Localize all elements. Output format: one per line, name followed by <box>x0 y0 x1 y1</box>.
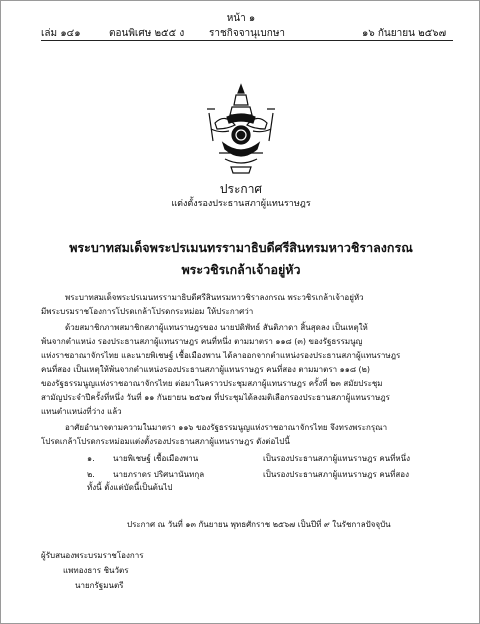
appointee-1-position: เป็นรองประธานสภาผู้แทนราษฎร คนที่หนึ่ง <box>263 454 411 463</box>
proclamation-date: ประกาศ ณ วันที่ ๑๓ กันยายน พุทธศักราช ๒๕๖๗ เป็นปีที่ ๙ ในรัชกาลปัจจุบัน <box>127 520 391 529</box>
paragraph-1 <box>41 291 461 319</box>
paragraph-line: คนที่สอง เป็นเหตุให้พ้นจากตำแหน่งรองประธานสภาผู้แทนราษฎร คนที่สอง ตามมาตรา ๑๑๘ (๒) <box>41 365 371 374</box>
appointee-2-number: ๒. <box>87 470 95 479</box>
paragraph-line: ของรัฐธรรมนูญแห่งราชอาณาจักรไทย ต่อมาในคราวประชุมสภาผู้แทนราษฎร ครั้งที่ ๒๓ สมัยประชุม <box>41 379 383 388</box>
announcement-subtitle: แต่งตั้งรองประธานสภาผู้แทนราษฎร <box>171 199 311 209</box>
countersign-role: ผู้รับสนองพระบรมราชโองการ <box>41 551 144 560</box>
effective-clause: ทั้งนี้ ตั้งแต่บัดนี้เป็นต้นไป <box>87 483 173 492</box>
gazette-date: ๑๖ กันยายน ๒๕๖๗ <box>362 28 447 39</box>
gazette-volume: เล่ม ๑๔๑ <box>41 28 81 39</box>
appointee-2-name: นายภราดร ปริศนานันทกุล <box>113 470 205 479</box>
gazette-name: ราชกิจจานุเบกษา <box>209 28 286 39</box>
appointee-2-position: เป็นรองประธานสภาผู้แทนราษฎร คนที่สอง <box>263 470 409 479</box>
header-rule <box>41 40 453 41</box>
paragraph-line: แห่งราชอาณาจักรไทย และนายพิเชษฐ์ เชื้อเมืองพาน ได้ลาออกจากตำแหน่งรองประธานสภาผู้แทนราษฎร <box>41 351 401 360</box>
appointee-1-name: นายพิเชษฐ์ เชื้อเมืองพาน <box>113 454 199 463</box>
countersign-position: นายกรัฐมนตรี <box>75 581 124 590</box>
paragraph-line: โปรดเกล้าโปรดกระหม่อมแต่งตั้งรองประธานสภาผู้แทนราษฎร ดังต่อไปนี้ <box>41 437 290 446</box>
paragraph-line: พระบาทสมเด็จพระปรเมนทรรามาธิบดีศรีสินทรมหาวชิราลงกรณ พระวชิรเกล้าเจ้าอยู่หัว <box>65 293 364 302</box>
gazette-section: ตอนพิเศษ ๒๕๕ ง <box>109 28 185 39</box>
countersign-name: แพทองธาร ชินวัตร <box>63 566 129 575</box>
paragraph-line: อาศัยอำนาจตามความในมาตรา ๑๑๖ ของรัฐธรรมนูญแห่งราชอาณาจักรไทย จึงทรงพระกรุณา <box>65 423 388 432</box>
paragraph-line: แทนตำแหน่งที่ว่าง แล้ว <box>41 407 122 416</box>
royal-emblem-icon <box>205 83 277 175</box>
paragraph-line: ด้วยสมาชิกภาพสมาชิกสภาผู้แทนราษฎรของ นายปดิพัทธ์ สันติภาดา สิ้นสุดลง เป็นเหตุให้ <box>65 323 368 332</box>
paragraph-line: มีพระบรมราชโองการโปรดเกล้าโปรดกระหม่อม ให้ประกาศว่า <box>41 307 254 316</box>
royal-heading-line-1: พระบาทสมเด็จพระปรเมนทรรามาธิบดีศรีสินทรมหาวชิราลงกรณ <box>69 240 413 255</box>
royal-heading-line-2: พระวชิรเกล้าเจ้าอยู่หัว <box>181 262 301 277</box>
announcement-title: ประกาศ <box>219 182 263 196</box>
paragraph-line: สามัญประจำปีครั้งที่หนึ่ง วันที่ ๑๑ กันยายน ๒๕๖๗ ที่ประชุมได้ลงมติเลือกรองประธานสภาผู้แทนราษฎร <box>41 393 390 402</box>
appointee-1-number: ๑. <box>87 454 95 463</box>
paragraph-2 <box>41 321 461 419</box>
paragraph-line: พ้นจากตำแหน่ง รองประธานสภาผู้แทนราษฎร คนที่หนึ่ง ตามมาตรา ๑๑๘ (๓) ของรัฐธรรมนูญ <box>41 337 363 346</box>
page-number: หน้า ๑ <box>226 13 256 24</box>
paragraph-3 <box>41 421 461 449</box>
